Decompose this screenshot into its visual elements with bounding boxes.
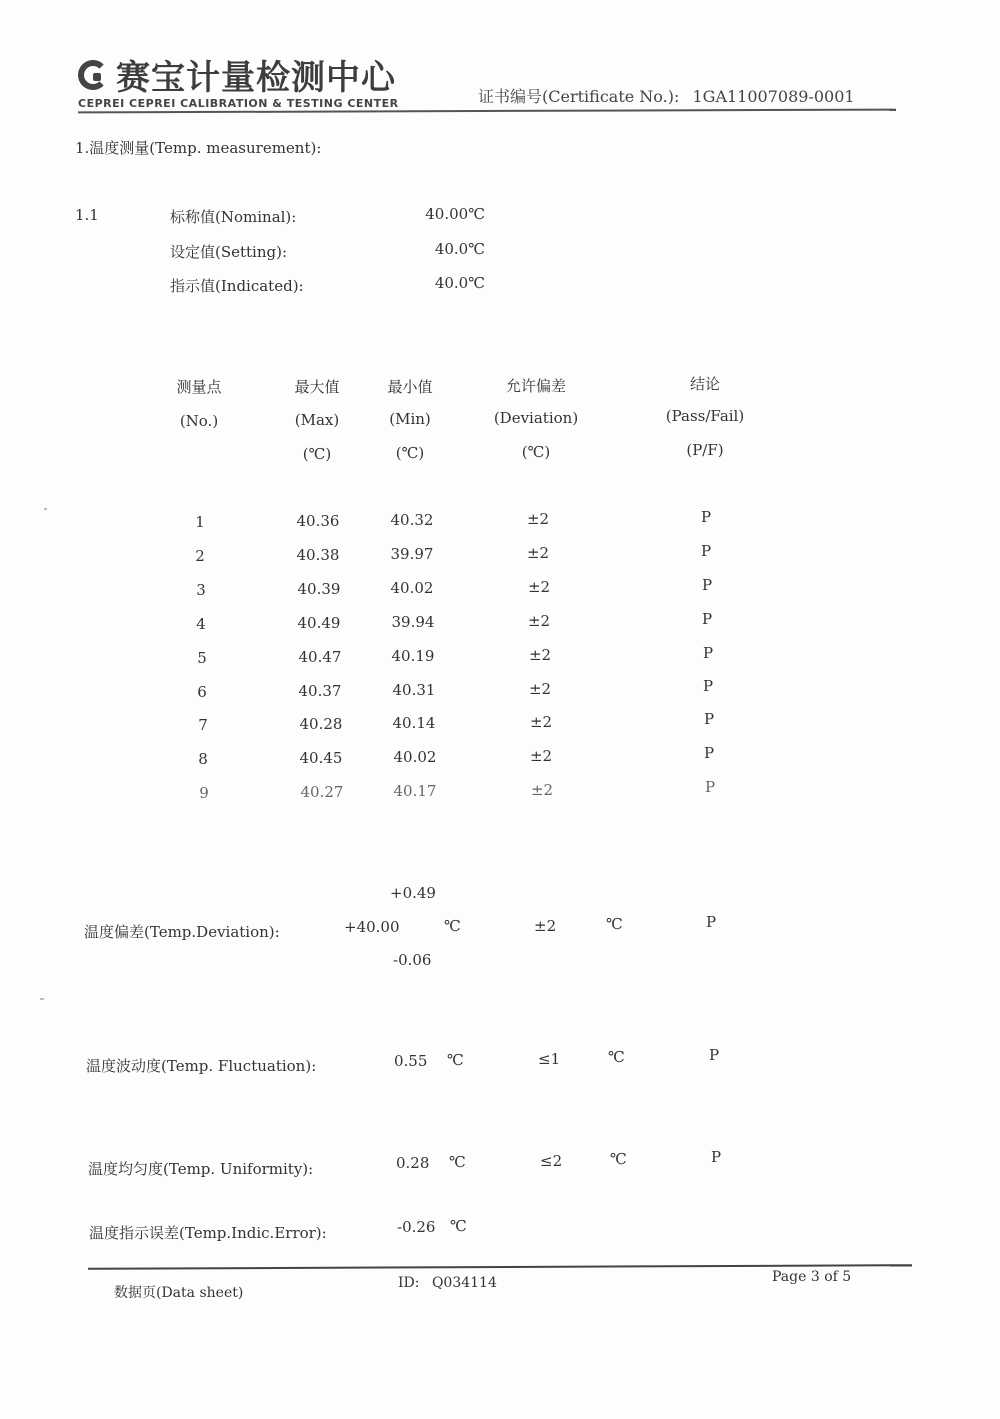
deviation-lower: -0.06 [393, 951, 432, 969]
cepri-logo-icon [78, 60, 108, 90]
row-deviation: ±2 [526, 544, 550, 562]
uniformity-limit: ≤2 [540, 1152, 563, 1170]
indicated-value: 40.0℃ [434, 274, 485, 292]
deviation-value: +40.00 [344, 918, 400, 936]
row-max: 40.45 [299, 749, 343, 767]
row-min: 39.94 [391, 613, 435, 631]
footer-id [398, 1275, 497, 1291]
row-deviation: ±2 [529, 713, 553, 731]
row-deviation: ±2 [528, 646, 552, 664]
row-max: 40.36 [296, 512, 340, 530]
setting-value: 40.0℃ [434, 240, 485, 258]
header-deviation-en: (Deviation) [493, 409, 579, 427]
row-no: 4 [196, 615, 206, 633]
indic-error-label: 温度指示误差(Temp.Indic.Error): [89, 1224, 327, 1242]
fluctuation-unit: ℃ [447, 1051, 464, 1069]
header-min-cn: 最小值 [387, 378, 433, 396]
certificate-value: 1GA11007089-0001 [692, 87, 855, 106]
header-max-cn: 最大值 [294, 378, 340, 396]
header-deviation-cn: 允许偏差 [505, 377, 566, 395]
scan-speck [40, 998, 44, 1000]
row-max: 40.28 [299, 715, 343, 733]
row-no: 9 [199, 784, 209, 802]
section-title: 1.温度测量(Temp. measurement): [75, 139, 322, 157]
row-deviation: ±2 [530, 781, 554, 799]
nominal-value: 40.00℃ [425, 205, 485, 223]
row-deviation: ±2 [527, 612, 551, 630]
row-result: P [703, 710, 715, 728]
fluctuation-value: 0.55 [394, 1052, 428, 1070]
row-result: P [700, 508, 712, 526]
row-min: 40.31 [392, 681, 436, 699]
header-min-unit: (℃) [395, 444, 425, 462]
row-result: P [704, 778, 716, 796]
row-min: 40.17 [393, 782, 437, 800]
row-max: 40.37 [298, 682, 342, 700]
footer-id-label: ID: [398, 1275, 420, 1291]
row-min: 40.19 [391, 647, 435, 665]
row-min: 40.02 [393, 748, 437, 766]
certificate-number [478, 84, 855, 107]
deviation-upper: +0.49 [390, 884, 436, 902]
scan-speck [44, 508, 47, 510]
row-result: P [700, 542, 712, 560]
logo-chinese-name: 赛宝计量检测中心 [116, 58, 396, 98]
row-max: 40.39 [297, 580, 341, 598]
fluctuation-result: P [709, 1046, 720, 1064]
indic-error-value: -0.26 [397, 1218, 436, 1236]
indicated-label: 指示值(Indicated): [170, 277, 304, 295]
header-max-en: (Max) [294, 411, 340, 429]
row-result: P [702, 644, 714, 662]
logo-english-name: CEPREI CEPREI CALIBRATION & TESTING CENTER [78, 97, 399, 110]
row-deviation: ±2 [529, 747, 553, 765]
deviation-limit: ±2 [534, 917, 557, 935]
row-min: 40.02 [390, 579, 434, 597]
header-result-unit: (P/F) [686, 441, 724, 459]
uniformity-limit-unit: ℃ [610, 1150, 627, 1168]
deviation-limit-unit: ℃ [606, 915, 623, 933]
row-max: 40.27 [300, 783, 344, 801]
row-min: 40.32 [390, 511, 434, 529]
row-deviation: ±2 [527, 578, 551, 596]
uniformity-unit: ℃ [449, 1153, 466, 1171]
header-no-cn: 测量点 [176, 378, 222, 396]
uniformity-result: P [711, 1148, 722, 1166]
header-no-en: (No.) [179, 412, 219, 430]
uniformity-value: 0.28 [396, 1154, 430, 1172]
subsection-number: 1.1 [75, 206, 99, 224]
header-min-en: (Min) [389, 410, 431, 428]
row-no: 6 [197, 683, 207, 701]
row-result: P [701, 610, 713, 628]
header-deviation-unit: (℃) [521, 443, 551, 461]
row-result: P [702, 677, 714, 695]
deviation-result: P [706, 913, 717, 931]
deviation-unit: ℃ [444, 917, 461, 935]
row-no: 2 [195, 547, 205, 565]
fluctuation-limit: ≤1 [538, 1050, 561, 1068]
row-no: 5 [197, 649, 207, 667]
deviation-label: 温度偏差(Temp.Deviation): [84, 923, 280, 941]
header-result-en: (Pass/Fail) [665, 407, 745, 425]
row-min: 39.97 [390, 545, 434, 563]
footer-sheet-label: 数据页(Data sheet) [114, 1285, 244, 1301]
row-result: P [701, 576, 713, 594]
row-no: 8 [198, 750, 208, 768]
row-result: P [703, 744, 715, 762]
footer-page-number: Page 3 of 5 [772, 1269, 852, 1285]
uniformity-label: 温度均匀度(Temp. Uniformity): [88, 1160, 314, 1178]
fluctuation-limit-unit: ℃ [608, 1048, 625, 1066]
row-no: 1 [195, 513, 205, 531]
row-no: 3 [196, 581, 206, 599]
row-deviation: ±2 [526, 510, 550, 528]
row-max: 40.38 [296, 546, 340, 564]
setting-label: 设定值(Setting): [170, 243, 288, 261]
row-deviation: ±2 [528, 680, 552, 698]
nominal-label: 标称值(Nominal): [170, 208, 297, 226]
row-min: 40.14 [392, 714, 436, 732]
header-result-cn: 结论 [689, 375, 720, 393]
certificate-label: 证书编号(Certificate No.): [478, 87, 680, 106]
footer-id-value: Q034114 [431, 1275, 497, 1291]
row-max: 40.47 [298, 648, 342, 666]
row-max: 40.49 [297, 614, 341, 632]
indic-error-unit: ℃ [450, 1217, 467, 1235]
fluctuation-label: 温度波动度(Temp. Fluctuation): [86, 1057, 317, 1075]
row-no: 7 [198, 716, 208, 734]
header-max-unit: (℃) [302, 445, 332, 463]
